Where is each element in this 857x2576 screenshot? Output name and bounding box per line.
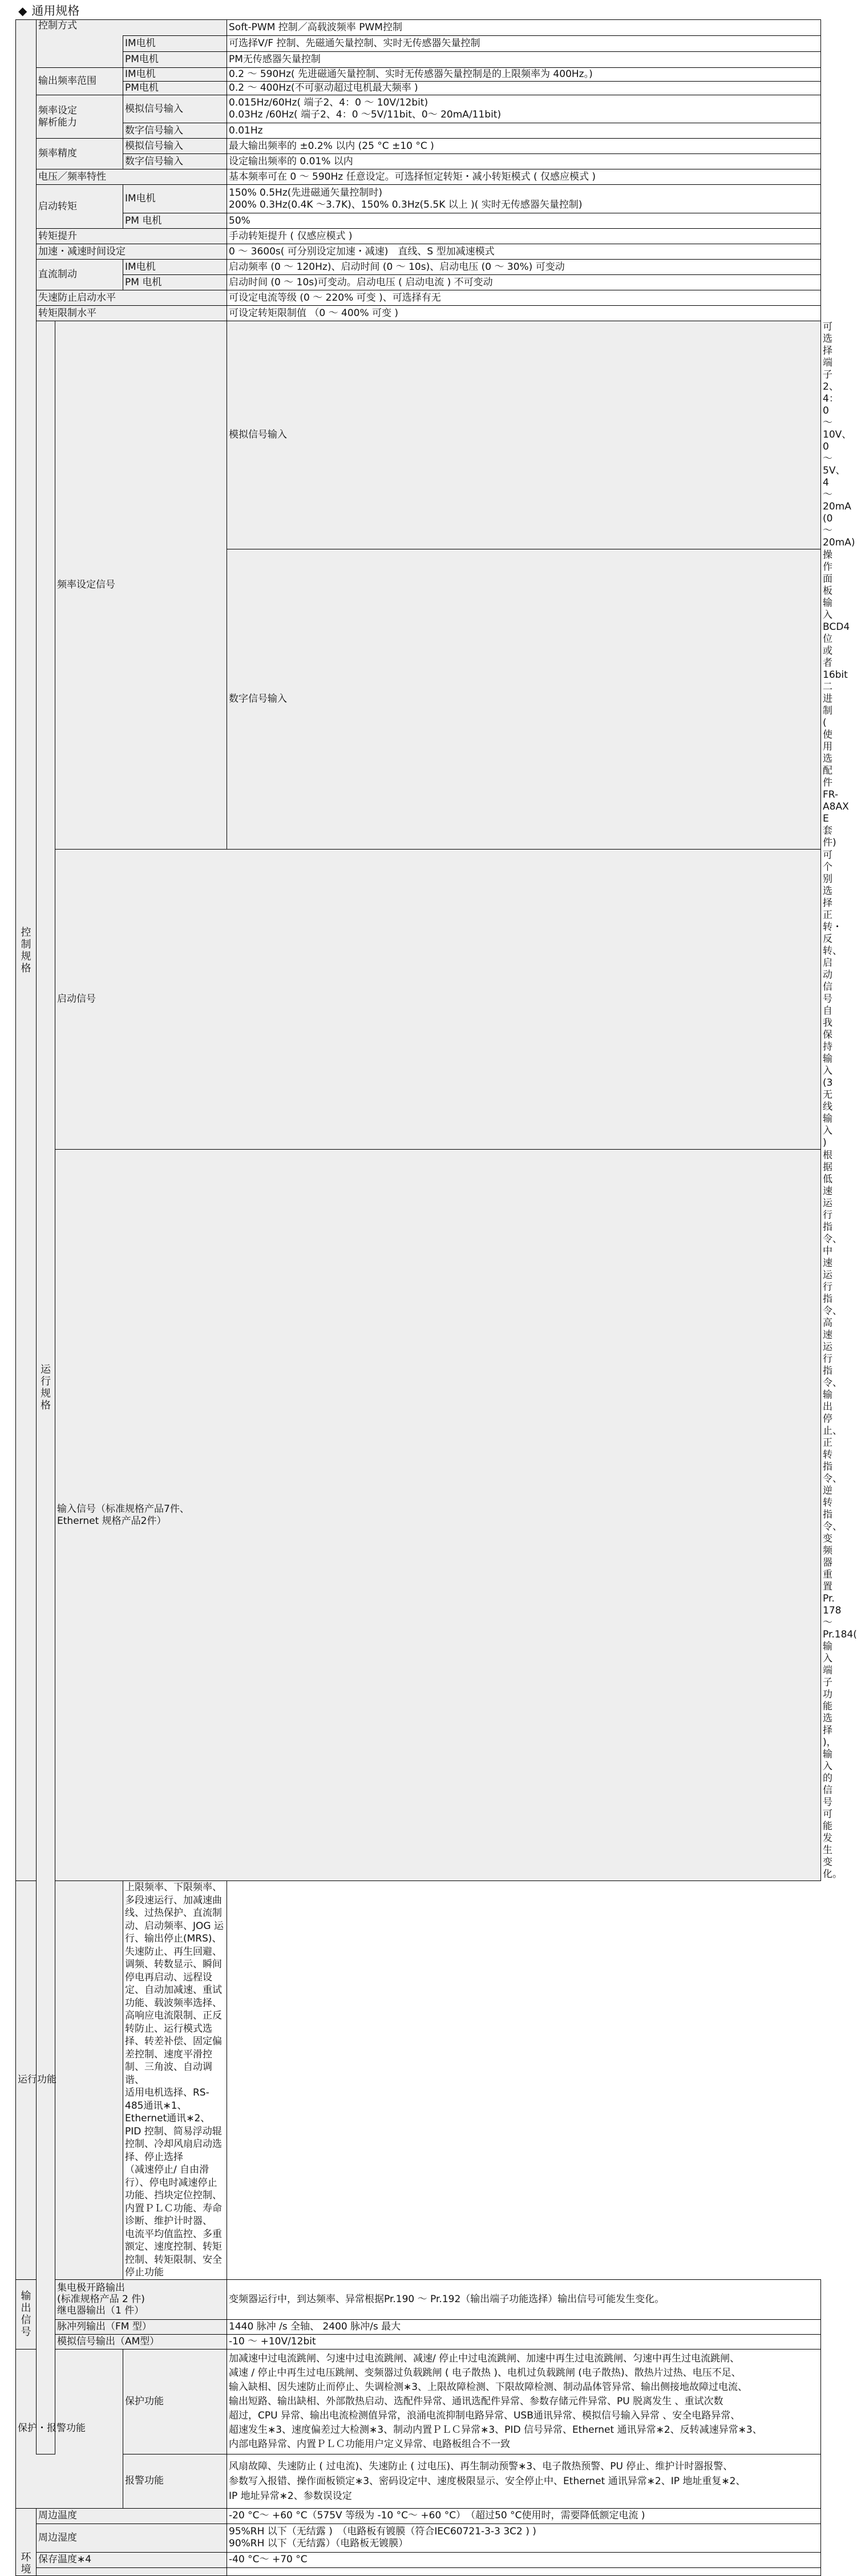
- row-sub-label: IM电机: [123, 68, 227, 82]
- row-value: 启动频率 (0 ～ 120Hz)、启动时间 (0 ～ 10s)、启动电压 (0 ～ 30%) 可变动: [227, 260, 821, 275]
- row-sub-label: 模拟信号输出（AM型）: [55, 2334, 227, 2349]
- table-row: [16, 2524, 821, 2552]
- row-sub-label: 模拟信号输入: [227, 321, 821, 549]
- table-row: [16, 139, 821, 154]
- row-label: 启动转矩: [37, 185, 123, 229]
- table-row: [16, 275, 821, 290]
- table-row: [16, 123, 821, 139]
- table-row: [16, 154, 821, 169]
- row-sub-label: PM 电机: [123, 275, 227, 290]
- group-environment: 环境: [16, 2508, 37, 2575]
- row-sub-label: PM电机: [123, 52, 227, 68]
- row-value: 加减速中过电流跳闸、匀速中过电流跳闸、减速/ 停止中过电流跳闸、加速中再生过电流跳闸、匀速中再生过电流跳闸、 减速 / 停止中再生过电压跳闸、变频器过负载跳闸 ( 电子散热 )、电机过负载跳闸 (电子散热)、散热片过热、电压不足、 输入缺相、因失速防止而停止、失调检测∗3、上限故障检测、下限故障检测、制动晶体管异常、输出侧接地故障过电流、 输出短路、输出缺相、外部散热启动、选配件异常、通讯选配件异常、参数存储元件异常、PU 脱离发生 、重试次数 超过，CPU 异常、输出电流检测值异常，浪涌电流抑制电路异常、USB通讯异常、模拟信号输入异常 、安全电路异常、 超速发生∗3、速度偏差过大检测∗3、制动内置ＰＬＣ异常∗3、PID 信号异常、Ethernet 通讯异常∗2、反转减速异常∗3、 内部电路异常、内置ＰＬＣ功能用户定义异常、电路板组合不一致: [227, 2349, 821, 2454]
- row-label: 转矩提升: [37, 229, 227, 244]
- table-row: [16, 1881, 821, 2280]
- table-row: [16, 229, 821, 244]
- row-value: 风扇故障、失速防止 ( 过电流)、失速防止 ( 过电压)、再生制动预警∗3、电子散热预警、PU 停止、维护计时器报警、 参数写入报错、操作面板锁定∗3、密码设定中、速度极限显示、安全停止中、Ethernet 通讯异常∗2、IP 地址重复∗2、 IP 地址异常∗2、参数误设定: [227, 2454, 821, 2508]
- row-sub-label: 保护功能: [123, 2349, 227, 2454]
- row-value: 95%RH 以下（无结露 ) （电路板有镀膜（符合IEC60721-3-3 3C2 ) ) 90%RH 以下（无结露）（电路板无镀膜）: [227, 2524, 821, 2552]
- diamond-bullet-icon: ◆: [18, 4, 27, 18]
- row-sub-label: 集电极开路输出 (标准规格产品 2 件) 继电器输出（1 件）: [55, 2279, 227, 2319]
- table-row: [16, 2279, 821, 2319]
- row-label: 控制方式: [37, 20, 227, 36]
- row-label: 周边温度: [37, 2508, 227, 2524]
- row-value: -40 °C～ +70 °C: [227, 2552, 821, 2567]
- table-row: [16, 20, 821, 36]
- table-row: [16, 213, 821, 229]
- table-row: 数字信号输入 操作面板输入BCD4 位或者16bit 二进制( 使用选配件FR-A8AX E 套件): [16, 549, 821, 850]
- table-row: [16, 290, 821, 306]
- row-sub-label: 数字信号输入: [123, 123, 227, 139]
- table-row: 输入信号（标准规格产品7件、 Ethernet 规格产品2件） 根据低速运行指令、中速运行指令、高速运行指令、输出停止、正转指令、逆转指令、变频器重置 Pr. 178 ～ Pr.184( 输入端子功能选择 )，输入的信号可能发生变化。: [16, 1150, 821, 1881]
- row-value: 变频器运行中，到达频率、异常根据Pr.190 ～ Pr.192（输出端子功能选择）输出信号可能发生变化。: [227, 2279, 821, 2319]
- table-row: [16, 2349, 821, 2454]
- table-row: [16, 2334, 821, 2349]
- row-label: 直流制动: [37, 260, 123, 290]
- row-label: 保存温度∗4: [37, 2552, 227, 2567]
- row-value: 50%: [227, 213, 821, 229]
- row-value: 0.2 ～ 590Hz( 先进磁通矢量控制、实时无传感器矢量控制是的上限频率为 400Hz。): [227, 68, 821, 82]
- row-value: -10 ～ +10V/12bit: [227, 2334, 821, 2349]
- row-label: 频率设定信号: [55, 321, 227, 850]
- row-value: 可设定电流等级 (0 ～ 220% 可变 )、可选择有无: [227, 290, 821, 306]
- row-value: 可选择V/F 控制、先磁通矢量控制、实时无传感器矢量控制: [227, 36, 821, 52]
- group-protection: 保护・报警功能: [16, 2349, 123, 2508]
- row-value: 0 ～ 3600s( 可分别设定加速・减速) 直线、S 型加减速模式: [227, 244, 821, 260]
- table-row: 启动信号 可个别选择正转・反转、启动信号自我保持输入 (3 无线输入 ): [16, 850, 821, 1150]
- row-sub-label: IM电机: [123, 36, 227, 52]
- row-label: 电压／频率特性: [37, 169, 227, 185]
- row-value: 可设定转矩限制值 （0 ～ 400% 可变 ): [227, 306, 821, 321]
- row-value: 0.01Hz: [227, 123, 821, 139]
- row-sub-label: IM电机: [123, 260, 227, 275]
- row-label: 失速防止启动水平: [37, 290, 227, 306]
- table-row: [16, 52, 821, 68]
- row-value: 手动转矩提升 ( 仅感应模式 ): [227, 229, 821, 244]
- row-value: 1440 脉冲 /s 全轴、 2400 脉冲/s 最大: [227, 2319, 821, 2334]
- table-row: [16, 2319, 821, 2334]
- row-value: 最大输出频率的 ±0.2% 以内 (25 °C ±10 °C ): [227, 139, 821, 154]
- table-row: [16, 68, 821, 82]
- table-row: [16, 2567, 821, 2575]
- row-sub-label: 模拟信号输入: [123, 139, 227, 154]
- row-value: 启动时间 (0 ～ 10s)可变动。启动电压 ( 启动电流 ) 不可变动: [227, 275, 821, 290]
- row-value: 上限频率、下限频率、多段速运行、加减速曲线、过热保护、直流制动、启动频率、JOG 运行、输出停止(MRS)、 失速防止、再生回避、调频、转数显示、瞬间停电再启动、远程设定、自动加减速、重试功能、载波频率选择、 高响应电流限制、正反转防止、运行模式选择、转差补偿、固定偏差控制、速度平滑控制、三角波、自动调谐、 适用电机选择、RS-485通讯∗1、Ethernet通讯∗2、PID 控制、简易浮动辊控制、冷却风扇启动选择、停止选择 （减速停止/ 自由滑行）、停电时减速停止功能、挡块定位控制、内置ＰＬＣ功能、寿命诊断、维护计时器、 电流平均值监控、多重额定、速度控制、转矩控制、转矩限制、安全停止功能: [123, 1881, 227, 2280]
- table-row: [16, 244, 821, 260]
- row-label: 转矩限制水平: [37, 306, 227, 321]
- row-label: 输出频率范围: [37, 68, 123, 95]
- row-label: 启动信号: [55, 850, 821, 1150]
- row-sub-label: 数字信号输入: [227, 549, 821, 850]
- row-value: 0.015Hz/60Hz( 端子2、4：0 ～ 10V/12bit) 0.03Hz /60Hz( 端子2、4：0 ～5V/11bit、0～ 20mA/11bit): [227, 95, 821, 123]
- spec-table: [15, 19, 857, 2576]
- group-output: 输出信号: [16, 2279, 37, 2349]
- row-sub-label: 脉冲列输出（FM 型）: [55, 2319, 227, 2334]
- row-label: 加速・减速时间设定: [37, 244, 227, 260]
- table-row: [16, 306, 821, 321]
- row-sub-label: IM电机: [123, 185, 227, 213]
- table-row: [16, 2508, 821, 2524]
- row-sub-label: 数字信号输入: [123, 154, 227, 169]
- group-control: 控制规格: [16, 20, 37, 1881]
- row-sub-label: 报警功能: [123, 2454, 227, 2508]
- row-label-empty: [37, 2567, 227, 2575]
- table-row: [16, 2552, 821, 2567]
- row-label: 周边湿度: [37, 2524, 227, 2552]
- row-value: 150% 0.5Hz(先进磁通矢量控制时) 200% 0.3Hz(0.4K ～3.7K)、150% 0.3Hz(5.5K 以上 )( 实时无传感器矢量控制): [227, 185, 821, 213]
- table-row: 运行规格 频率设定信号 模拟信号输入 可选择端子 2、4： 0 ～ 10V、0 ～ 5V、4 ～ 20mA (0 ～ 20mA): [16, 321, 821, 549]
- table-row: [16, 36, 821, 52]
- table-row: [16, 82, 821, 95]
- table-row: [16, 2454, 821, 2508]
- row-value: Soft-PWM 控制／高载波频率 PWM控制: [227, 20, 821, 36]
- table-row: [16, 95, 821, 123]
- table-row: [16, 185, 821, 213]
- section-title: [18, 2, 79, 19]
- row-sub-label: PM 电机: [123, 213, 227, 229]
- row-value: 设定输出频率的 0.01% 以内: [227, 154, 821, 169]
- row-value: 基本频率可在 0 ～ 590Hz 任意设定。可选择恒定转矩・减小转矩模式 ( 仅感应模式 ): [227, 169, 821, 185]
- row-value: PM无传感器矢量控制: [227, 52, 821, 68]
- row-value-empty: [227, 2567, 821, 2575]
- row-label: 频率设定 解析能力: [37, 95, 123, 139]
- table-row: [16, 260, 821, 275]
- row-value: 0.2 ～ 400Hz(不可驱动超过电机最大频率 ): [227, 82, 821, 95]
- section-title-text: 通用规格: [31, 4, 80, 18]
- table-row: [16, 169, 821, 185]
- row-label: 输入信号（标准规格产品7件、 Ethernet 规格产品2件）: [55, 1150, 821, 1881]
- group-operation: 运行规格: [37, 321, 55, 2454]
- row-value: -20 °C～ +60 °C（575V 等级为 -10 °C～ +60 °C） （超过50 °C使用时，需要降低额定电流 ): [227, 2508, 821, 2524]
- row-sub-label: 模拟信号输入: [123, 95, 227, 123]
- row-label-empty: [37, 36, 123, 68]
- row-label: 频率精度: [37, 139, 123, 169]
- row-sub-label: PM电机: [123, 82, 227, 95]
- row-label: 运行功能: [16, 1881, 123, 2280]
